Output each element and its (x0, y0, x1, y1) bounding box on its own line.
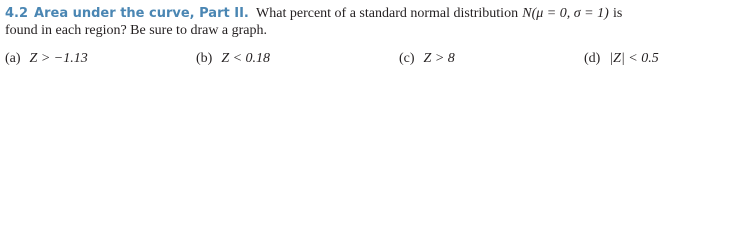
exercise-number: 4.2 (5, 6, 29, 21)
exercise-parts (5, 50, 751, 68)
part-d (584, 50, 659, 68)
part-a-label: (a) (5, 51, 21, 66)
part-a (5, 50, 88, 68)
part-a-expression: Z > −1.13 (29, 51, 88, 66)
exercise-prompt-end: is (612, 6, 623, 21)
exercise-title: Area under the curve, Part II. (34, 6, 249, 21)
distribution-notation: N(μ = 0, σ = 1) (522, 6, 609, 21)
exercise-header-line (5, 6, 622, 22)
part-c (399, 50, 455, 68)
part-d-label: (d) (584, 51, 601, 66)
exercise-prompt-start: What percent of a standard normal distribution (256, 6, 519, 21)
part-b (196, 50, 270, 68)
part-c-expression: Z > 8 (423, 51, 455, 66)
part-b-expression: Z < 0.18 (221, 51, 271, 66)
part-d-expression: |Z| < 0.5 (609, 51, 659, 66)
exercise-prompt-line-2: found in each region? Be sure to draw a graph. (5, 23, 268, 38)
part-b-label: (b) (196, 51, 213, 66)
part-c-label: (c) (399, 51, 415, 66)
